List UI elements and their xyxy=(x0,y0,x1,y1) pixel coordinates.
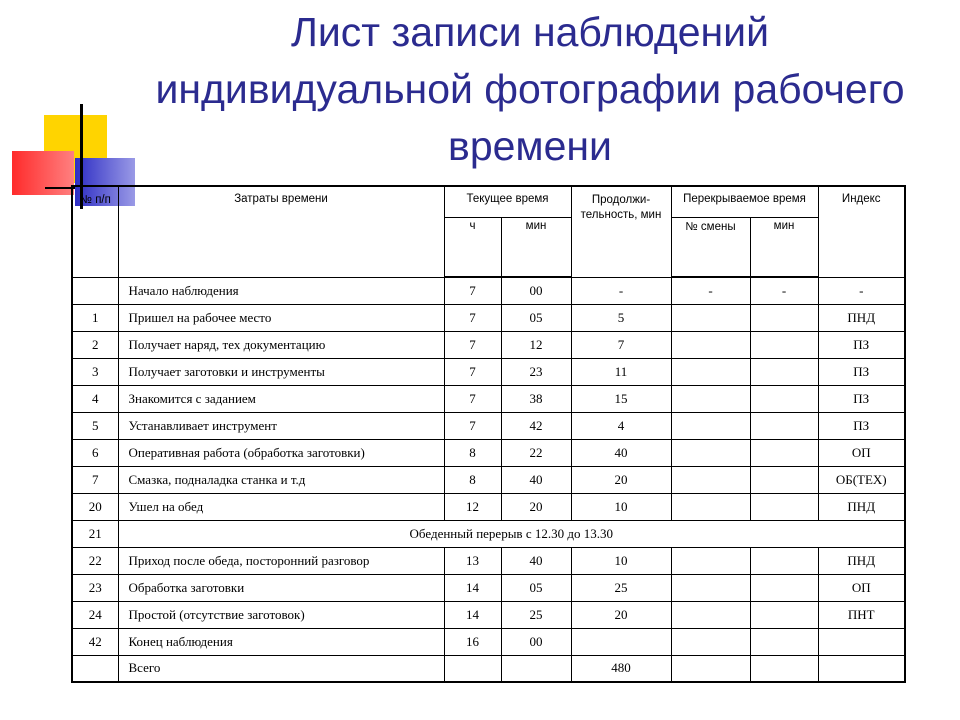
cell-hours: 13 xyxy=(444,547,501,574)
title-line-1: Лист записи наблюдений xyxy=(290,9,769,55)
cell-hours: 7 xyxy=(444,385,501,412)
cell-name: Простой (отсутствие заготовок) xyxy=(118,601,444,628)
cell-hours: 7 xyxy=(444,277,501,304)
cell-name: Устанавливает инструмент xyxy=(118,412,444,439)
cell-name: Обработка заготовки xyxy=(118,574,444,601)
table-row xyxy=(72,547,905,574)
cell-index: ПЗ xyxy=(818,385,905,412)
cell-index: ПНТ xyxy=(818,601,905,628)
cell-minutes: 00 xyxy=(501,628,571,655)
cell-name: Знакомится с заданием xyxy=(118,385,444,412)
title-line-3: времени xyxy=(448,123,612,169)
cell-num: 22 xyxy=(72,547,118,574)
cell-name: Пришел на рабочее место xyxy=(118,304,444,331)
cell-overlap-min xyxy=(750,466,818,493)
table-body-morning xyxy=(72,277,905,520)
cell-overlap-min xyxy=(750,601,818,628)
cell-minutes: 38 xyxy=(501,385,571,412)
header-minutes: мин xyxy=(501,217,571,277)
cell-duration: 10 xyxy=(571,493,671,520)
table-row xyxy=(72,304,905,331)
cell-index: ПЗ xyxy=(818,331,905,358)
cell-index: ПНД xyxy=(818,547,905,574)
cell-index: ПНД xyxy=(818,493,905,520)
cell-name: Получает заготовки и инструменты xyxy=(118,358,444,385)
header-num: № п/п xyxy=(72,186,118,277)
cell-index: ПЗ xyxy=(818,358,905,385)
cell-minutes: 40 xyxy=(501,547,571,574)
header-current-time: Текущее время xyxy=(444,186,571,217)
cell-duration: 25 xyxy=(571,574,671,601)
cell-shift xyxy=(671,439,750,466)
cell-overlap-min xyxy=(750,412,818,439)
total-index-cell xyxy=(818,655,905,682)
cell-overlap-min: - xyxy=(750,277,818,304)
table-row xyxy=(72,412,905,439)
cell-duration: 5 xyxy=(571,304,671,331)
cell-minutes: 20 xyxy=(501,493,571,520)
header-hours: ч xyxy=(444,217,501,277)
cell-index: ОП xyxy=(818,439,905,466)
cell-name: Ушел на обед xyxy=(118,493,444,520)
table-row xyxy=(72,574,905,601)
header-duration: Продолжи-тельность, мин xyxy=(571,186,671,277)
total-label: Всего xyxy=(118,655,444,682)
cell-name: Конец наблюдения xyxy=(118,628,444,655)
cell-duration: 7 xyxy=(571,331,671,358)
cell-shift xyxy=(671,304,750,331)
table-row xyxy=(72,466,905,493)
cell-num: 20 xyxy=(72,493,118,520)
cell-index: - xyxy=(818,277,905,304)
observation-table xyxy=(71,185,906,683)
page-title xyxy=(120,4,940,175)
cell-minutes: 40 xyxy=(501,466,571,493)
cell-hours: 7 xyxy=(444,331,501,358)
header-cost: Затраты времени xyxy=(118,186,444,277)
cell-minutes: 05 xyxy=(501,574,571,601)
cell-duration: 10 xyxy=(571,547,671,574)
cell-overlap-min xyxy=(750,547,818,574)
cell-shift xyxy=(671,331,750,358)
cell-duration: 40 xyxy=(571,439,671,466)
cell-duration: 4 xyxy=(571,412,671,439)
cell-minutes: 22 xyxy=(501,439,571,466)
table-row xyxy=(72,628,905,655)
table-row xyxy=(72,331,905,358)
cell-hours: 7 xyxy=(444,412,501,439)
cell-overlap-min xyxy=(750,385,818,412)
cell-minutes: 05 xyxy=(501,304,571,331)
total-m-cell xyxy=(501,655,571,682)
cell-hours: 12 xyxy=(444,493,501,520)
cell-duration xyxy=(571,628,671,655)
header-row-1 xyxy=(72,186,905,217)
cell-overlap-min xyxy=(750,574,818,601)
cell-name: Смазка, подналадка станка и т.д xyxy=(118,466,444,493)
cell-hours: 14 xyxy=(444,601,501,628)
cell-shift xyxy=(671,412,750,439)
header-overlap-min: мин xyxy=(750,217,818,277)
cell-duration: 15 xyxy=(571,385,671,412)
cell-hours: 14 xyxy=(444,574,501,601)
cell-overlap-min xyxy=(750,439,818,466)
cell-overlap-min xyxy=(750,331,818,358)
cell-duration: 20 xyxy=(571,601,671,628)
cell-overlap-min xyxy=(750,628,818,655)
header-overlap: Перекрываемое время xyxy=(671,186,818,217)
cell-overlap-min xyxy=(750,304,818,331)
cell-num: 4 xyxy=(72,385,118,412)
cell-overlap-min xyxy=(750,493,818,520)
table-body-afternoon xyxy=(72,547,905,655)
cell-hours: 7 xyxy=(444,304,501,331)
cell-shift xyxy=(671,466,750,493)
table-row xyxy=(72,493,905,520)
total-shift-cell xyxy=(671,655,750,682)
cell-minutes: 42 xyxy=(501,412,571,439)
cell-num: 5 xyxy=(72,412,118,439)
cell-minutes: 00 xyxy=(501,277,571,304)
total-omin-cell xyxy=(750,655,818,682)
cell-minutes: 25 xyxy=(501,601,571,628)
cell-index: ПЗ xyxy=(818,412,905,439)
cell-shift xyxy=(671,358,750,385)
cell-num xyxy=(72,277,118,304)
cell-shift xyxy=(671,385,750,412)
cell-index xyxy=(818,628,905,655)
cell-shift: - xyxy=(671,277,750,304)
cell-duration: 20 xyxy=(571,466,671,493)
header-shift: № смены xyxy=(671,217,750,277)
total-h-cell xyxy=(444,655,501,682)
cell-num: 23 xyxy=(72,574,118,601)
table-row xyxy=(72,439,905,466)
cell-hours: 16 xyxy=(444,628,501,655)
cell-name: Приход после обеда, посторонний разговор xyxy=(118,547,444,574)
table-row xyxy=(72,358,905,385)
cell-num: 7 xyxy=(72,466,118,493)
break-row xyxy=(72,520,905,547)
cell-num: 24 xyxy=(72,601,118,628)
cell-duration: - xyxy=(571,277,671,304)
cell-index: ОП xyxy=(818,574,905,601)
total-row xyxy=(72,655,905,682)
cell-index: ПНД xyxy=(818,304,905,331)
cell-num: 1 xyxy=(72,304,118,331)
cell-name: Начало наблюдения xyxy=(118,277,444,304)
cell-name: Получает наряд, тех документацию xyxy=(118,331,444,358)
cell-minutes: 23 xyxy=(501,358,571,385)
total-num-cell xyxy=(72,655,118,682)
cell-num: 6 xyxy=(72,439,118,466)
cell-duration: 11 xyxy=(571,358,671,385)
cell-hours: 8 xyxy=(444,466,501,493)
cell-num: 2 xyxy=(72,331,118,358)
header-index: Индекс xyxy=(818,186,905,277)
cell-minutes: 12 xyxy=(501,331,571,358)
cell-shift xyxy=(671,547,750,574)
cell-index: ОБ(ТЕХ) xyxy=(818,466,905,493)
break-num: 21 xyxy=(72,520,118,547)
cell-shift xyxy=(671,574,750,601)
table-row xyxy=(72,385,905,412)
cell-shift xyxy=(671,601,750,628)
table-row xyxy=(72,277,905,304)
cell-overlap-min xyxy=(750,358,818,385)
total-duration: 480 xyxy=(571,655,671,682)
cell-num: 42 xyxy=(72,628,118,655)
cell-name: Оперативная работа (обработка заготовки) xyxy=(118,439,444,466)
cell-shift xyxy=(671,628,750,655)
table-row xyxy=(72,601,905,628)
title-line-2: индивидуальной фотографии рабочего xyxy=(155,66,905,112)
cell-hours: 7 xyxy=(444,358,501,385)
cell-num: 3 xyxy=(72,358,118,385)
break-text: Обеденный перерыв с 12.30 до 13.30 xyxy=(118,520,905,547)
cell-hours: 8 xyxy=(444,439,501,466)
cell-shift xyxy=(671,493,750,520)
